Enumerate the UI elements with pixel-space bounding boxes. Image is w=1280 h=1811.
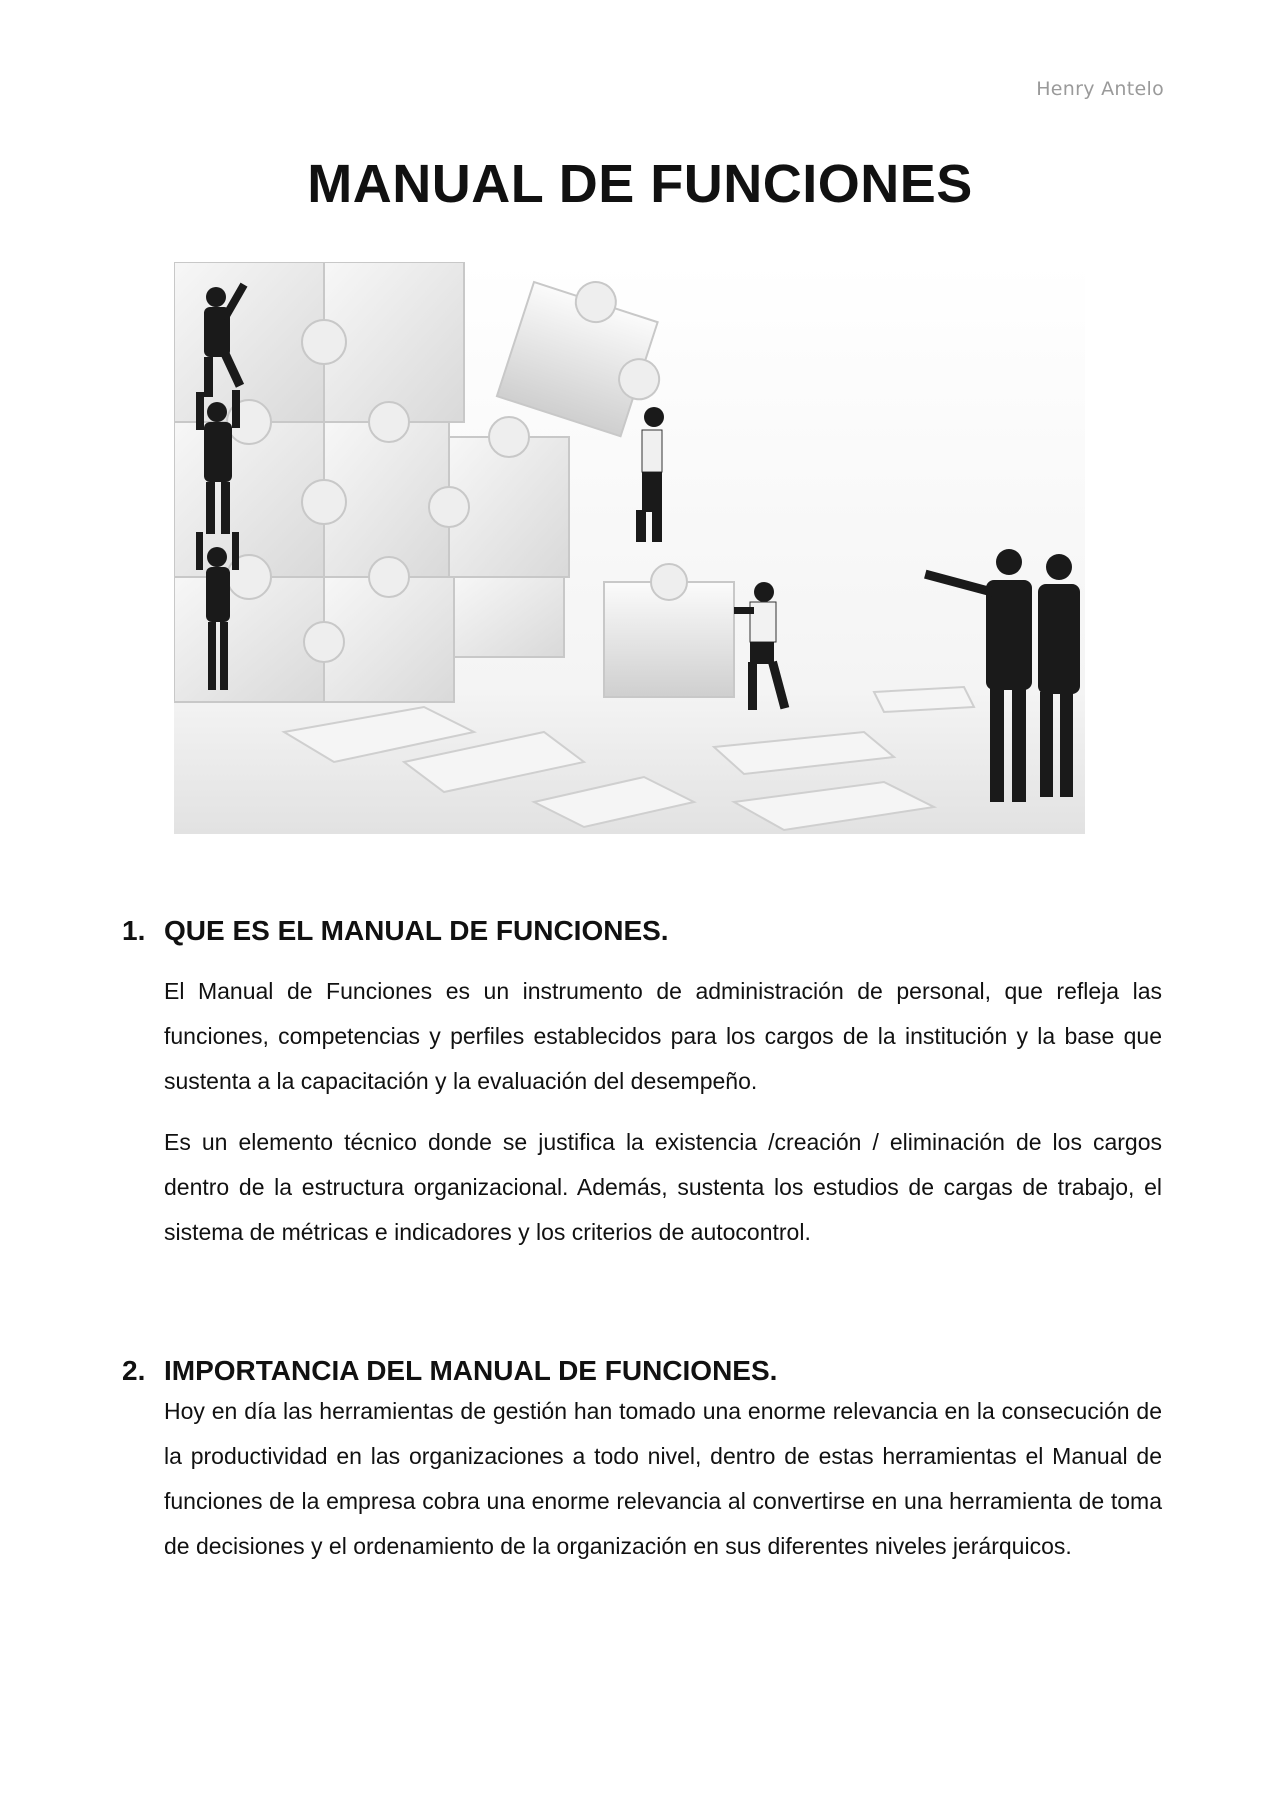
- document-title: MANUAL DE FUNCIONES: [307, 154, 973, 214]
- section-2-title: IMPORTANCIA DEL MANUAL DE FUNCIONES.: [164, 1355, 778, 1386]
- section-2-heading: [122, 1355, 1162, 1387]
- section-1-heading: [122, 915, 1162, 947]
- section-2-paragraph-1: Hoy en día las herramientas de gestión han tomado una enorme relevancia en la consecución de la productividad en las organizaciones a todo nivel, dentro de estas herramientas el Manual de funciones de la empresa cobra una enorme relevancia al convertirse en una herramienta de toma de decisiones y el ordenamiento de la organización en sus diferentes niveles jerárquicos.: [164, 1398, 1162, 1559]
- section-2-number: 2.: [122, 1355, 146, 1386]
- section-1-title: QUE ES EL MANUAL DE FUNCIONES.: [164, 915, 669, 946]
- puzzle-teamwork-illustration: [174, 262, 1085, 834]
- section-1-paragraph-1: El Manual de Funciones es un instrumento de administración de personal, que refleja las funciones, competencias y perfiles establecidos para los cargos de la institución y la base que sustenta a la capacitación y la evaluación del desempeño.: [164, 978, 1162, 1094]
- section-1-number: 1.: [122, 915, 146, 946]
- section-1-paragraph-2: Es un elemento técnico donde se justifica la existencia /creación / eliminación de los cargos dentro de la estructura organizacional. Además, sustenta los estudios de cargas de trabajo, el sistema de métricas e indicadores y los criterios de autocontrol.: [164, 1129, 1162, 1245]
- section-2: [122, 1355, 1162, 1569]
- section-1: [122, 915, 1162, 1255]
- page-header-author: Henry Antelo: [1036, 78, 1164, 100]
